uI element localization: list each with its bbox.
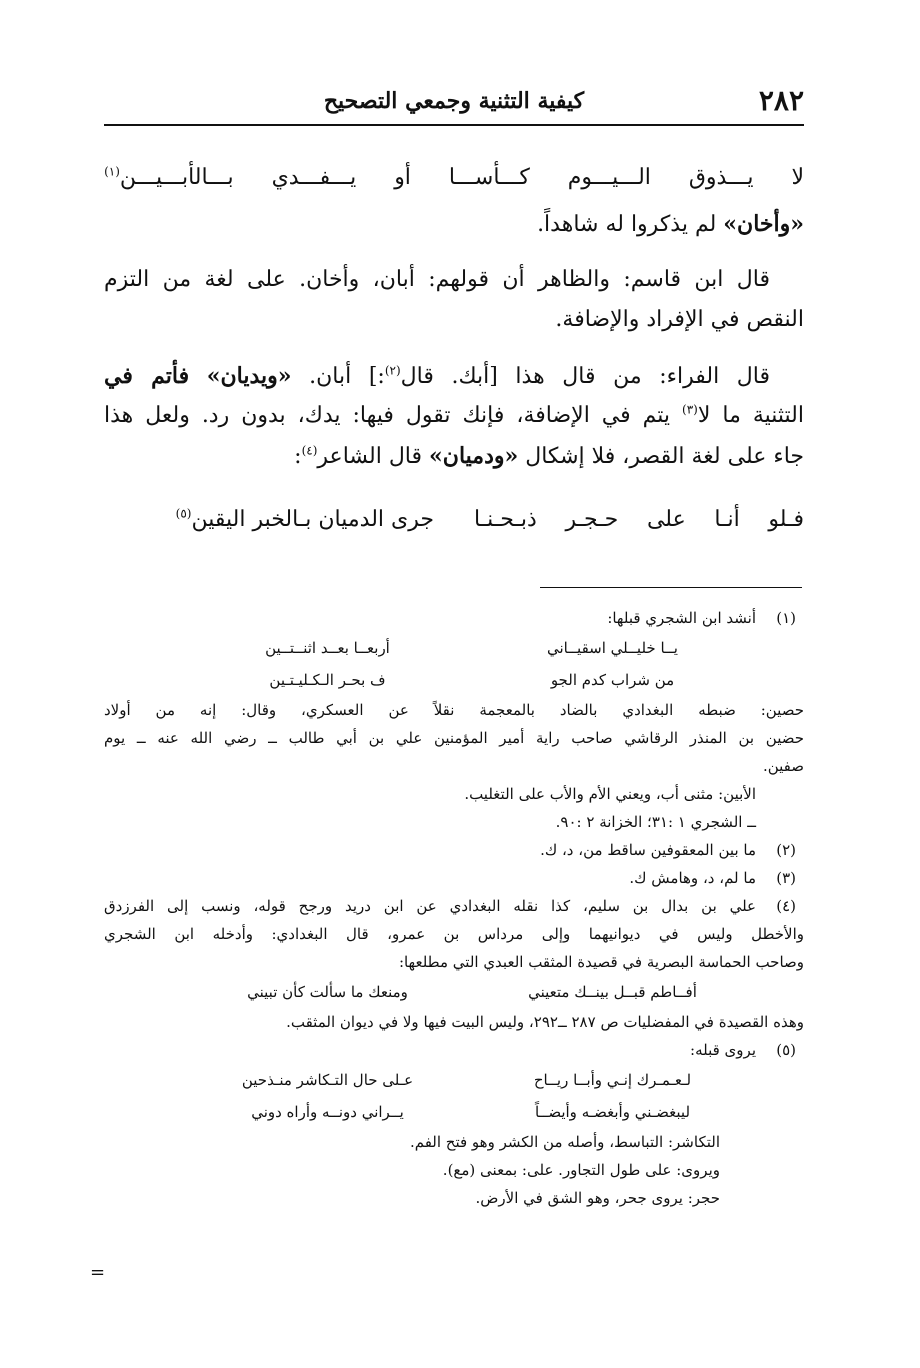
text-run: التثنية ما لا [697, 403, 804, 428]
footnote-text: علي بن بدال بن سليم، كذا نقله البغدادي عن ابن دريد ورجح قوله، ونسب إلى الفرزدق [104, 897, 756, 915]
footnote-number: (٣) [776, 869, 796, 887]
footnote-verse [220, 1096, 720, 1128]
page-number: ٢٨٢ [758, 84, 804, 117]
footnote-text: ــ الشجري ١ :٣١؛ الخزانة ٢ :٩٠. [555, 813, 756, 831]
paragraph-2-line-1: قال ابن قاسم: والظاهر أن قولهم: أبان، وأخان. على لغة من التزم [104, 267, 770, 292]
footnote-text: حصين: ضبطه البغدادي بالضاد بالمعجمة نقلاً عن العسكري، وقال: إنه من أولاد [104, 701, 804, 719]
footnote-text: وهذه القصيدة في المفضليات ص ٢٨٧ ــ٢٩٢، وليس البيت فيها ولا في ديوان المثقب. [286, 1013, 804, 1031]
text-run: قال الفراء: من قال هذا [أبك. قال [400, 364, 771, 389]
text-run: قال الشاعر [317, 444, 423, 469]
footnote-text: والأخطل وليس في ديوانيهما وإلى مرداس بن عمرو، قال البغدادي: وأدخله ابن الشجري [104, 925, 804, 943]
hemistich: ف بحـر الـكـليـتـين [269, 671, 386, 689]
footnote-ref: (١) [104, 164, 120, 179]
footnote-text: أنشد ابن الشجري قبلها: [607, 609, 756, 627]
verse-1-word: لا [791, 164, 804, 190]
continuation-mark: = [90, 1262, 106, 1283]
text-run: :] أبان. [309, 364, 385, 389]
footnote-ref: (٣) [682, 402, 698, 417]
verse-1-word: الـــيـــوم [567, 164, 651, 190]
text-run: : [294, 444, 302, 469]
bold-term: فأتم في [104, 363, 190, 389]
footnote-number: (٤) [776, 897, 796, 915]
footnote-verse [220, 632, 720, 664]
footnote-ref: (٤) [301, 443, 318, 458]
footnote-text: ويروى: على طول التجاور. على: بمعنى (مع). [442, 1161, 720, 1179]
footnote-text: التكاشر: التباسط، وأصله من الكشر وهو فتح الفم. [409, 1133, 720, 1151]
verse-1 [104, 150, 804, 204]
hemistich: ومنعك ما سألت كأن تبيني [247, 983, 408, 1001]
footnote-text: صفين. [762, 757, 804, 775]
footnote-ref: (٥) [175, 506, 192, 521]
hemistich: يــراني دونــه وأراه دوني [251, 1103, 404, 1121]
verse-1-word: بـــالأبـــيـــن [119, 164, 234, 190]
paragraph-1 [104, 204, 804, 244]
footnote-text: يروى قبله: [690, 1041, 756, 1059]
footnote-text: وصاحب الحماسة البصرية في قصيدة المثقب العبدي التي مطلعها: [398, 953, 804, 971]
footnote-number: (٢) [776, 841, 796, 859]
hemistich: عـلى حال التـكاشر منـذحين [241, 1071, 414, 1089]
verse-2-hemistich-1: فـلو أنـا على حـجـر ذبـحـنـا [474, 506, 804, 532]
hemistich: أفــاطم قبــل بينــك متعيني [528, 983, 697, 1001]
verse-1-word: أو [394, 164, 411, 190]
hemistich: لـعـمـرك إنـي وأبــا ريــاح [533, 1071, 692, 1089]
paragraph-3-line-3 [104, 436, 804, 476]
footnote-verse [220, 1064, 720, 1096]
footnote-1 [104, 604, 804, 836]
verse-1-word: كـــأســـا [448, 164, 530, 190]
verse-1-last [104, 165, 234, 190]
hemistich: من شراب كدم الجو [550, 671, 675, 689]
verse-1-word: يـــفـــدي [271, 164, 357, 190]
footnotes [104, 604, 804, 1212]
text-run: يتم في الإضافة، فإنك تقول فيها: يدك، بدون رد. ولعل هذا [104, 403, 671, 428]
footnote-2 [104, 836, 804, 864]
bold-term: «وأخان» [723, 211, 804, 237]
page-header [104, 84, 804, 126]
footnote-verse [220, 976, 720, 1008]
footnote-3 [104, 864, 804, 892]
footnote-number: (٥) [776, 1041, 796, 1059]
paragraph-2-line-2: النقص في الإفراد والإضافة. [555, 307, 804, 332]
running-title: كيفية التثنية وجمعي التصحيح [323, 88, 585, 114]
footnote-verse [220, 664, 720, 696]
paragraph-3-line-1 [104, 356, 804, 396]
footnote-text: ما لم، د، وهامش ك. [629, 869, 756, 887]
paragraph-3-line-2 [104, 396, 804, 436]
footnote-number: (١) [776, 609, 796, 627]
verse-2-hemistich-2: جرى الدميان بـالخبر اليقين [191, 506, 434, 532]
paragraph-1-text: لم يذكروا له شاهداً. [537, 212, 717, 237]
bold-term: «ويديان» [206, 363, 292, 389]
verse-1-word: يـــذوق [688, 164, 754, 190]
text-run: جاء على لغة القصر، فلا إشكال [525, 444, 804, 469]
main-text [104, 150, 804, 546]
verse-2-hemistich-2-wrap [176, 507, 434, 532]
footnote-text: ما بين المعقوفين ساقط من، د، ك. [540, 841, 756, 859]
hemistich: يــا خليــلي اسقيــاني [547, 639, 678, 657]
footnote-5 [104, 1036, 804, 1212]
footnote-ref: (٢) [384, 363, 401, 378]
verse-2 [104, 492, 804, 546]
footnote-text: الأبين: مثنى أب، ويعني الأم والأب على التغليب. [464, 785, 756, 803]
hemistich: ليبغضـني وأبغضـه وأيضــاً [534, 1103, 691, 1121]
footnote-4 [104, 892, 804, 1036]
footnote-separator [540, 587, 802, 588]
hemistich: أربعــا بعــد اثنــتــين [265, 639, 390, 657]
bold-term: «ودميان» [429, 443, 519, 469]
footnote-text: حجر: يروى جحر، وهو الشق في الأرض. [475, 1189, 720, 1207]
footnote-text: حضين بن المنذر الرقاشي صاحب راية أمير المؤمنين علي بن أبي طالب ــ رضي الله عنه ــ يوم [104, 729, 804, 747]
